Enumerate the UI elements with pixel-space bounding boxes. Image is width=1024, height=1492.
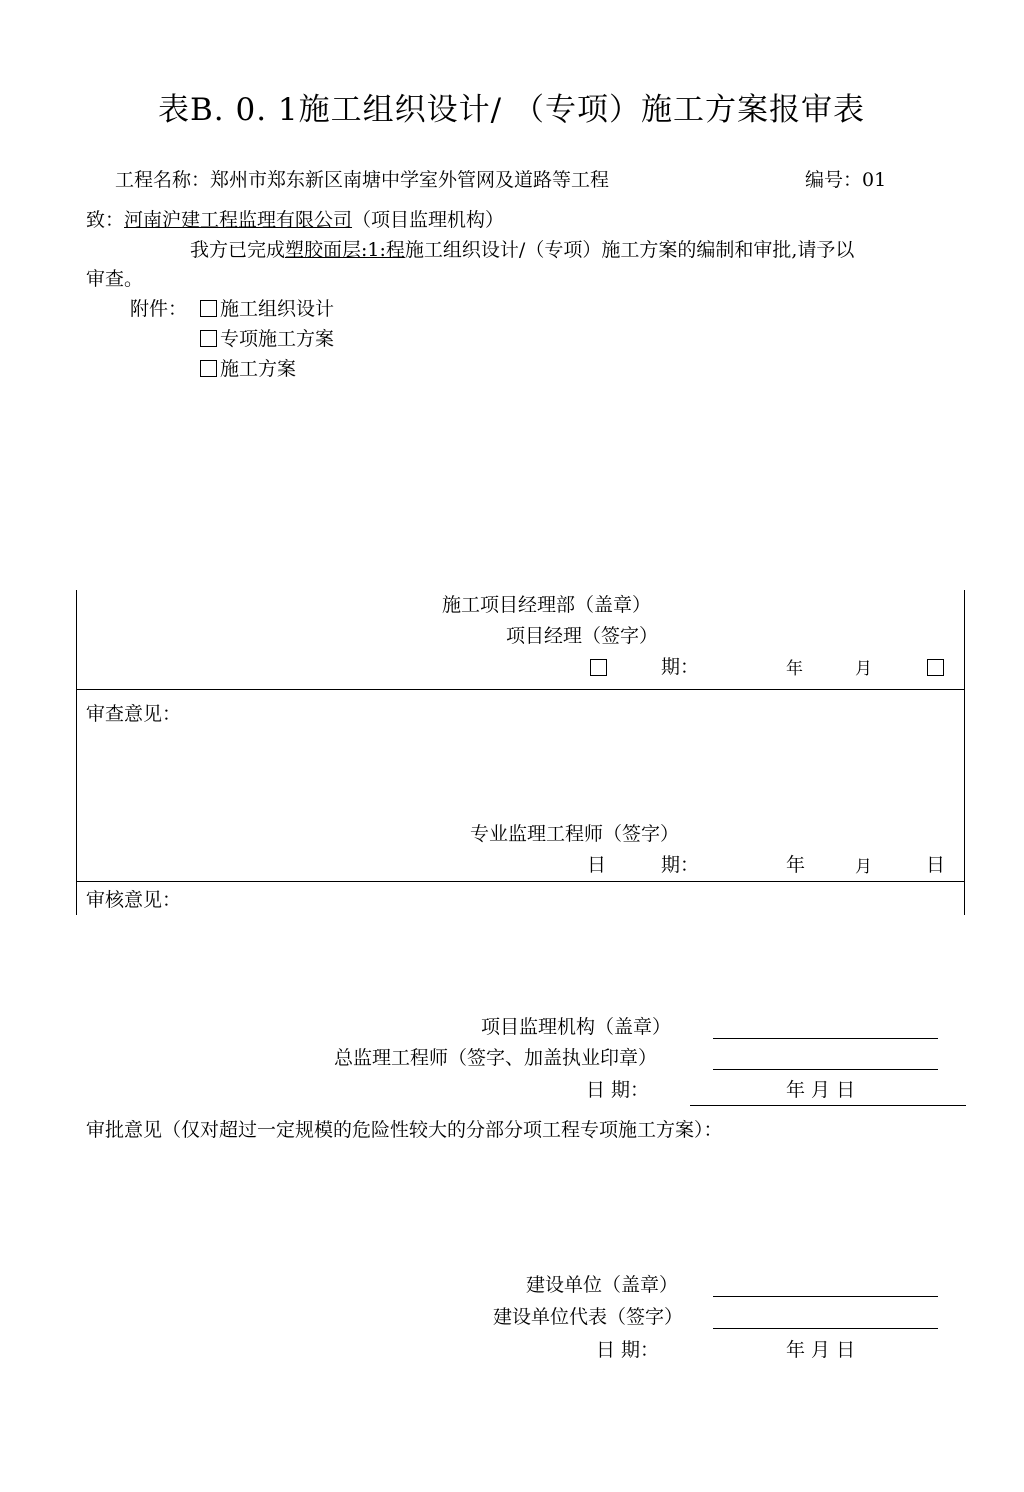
approval-date-ymd: 年 月 日 [786,1339,856,1361]
signature-line[interactable] [713,1279,938,1297]
body-text-underlined: 塑胶面层:1:程 [285,239,405,261]
contractor-date-label: 期： [661,656,700,678]
signature-line[interactable] [713,1021,938,1039]
review-label: 审查意见： [86,703,182,725]
review-day: 日 [926,854,946,876]
body-text-b: 施工组织设计/（专项）施工方案的编制和审批,请予以 [404,239,855,261]
attachment-item[interactable] [200,327,334,351]
table-divider [690,1105,966,1106]
audit-date-ymd: 年 月 日 [786,1079,856,1101]
review-date-label: 期： [661,854,700,876]
approval-unit: 建设单位（盖章） [526,1274,679,1296]
attachment-label: 施工方案 [220,358,297,380]
contractor-manager: 项目经理（签字） [506,625,659,647]
review-month: 月 [855,857,872,877]
number-row [805,168,886,192]
audit-date-label: 日 期： [586,1079,650,1101]
table-right-border [964,590,965,915]
table-divider [76,689,965,690]
table-divider [76,881,965,882]
checkbox-icon[interactable] [200,330,217,347]
body-line-2: 审查。 [86,268,144,290]
audit-chief: 总监理工程师（签字、加盖执业印章） [334,1047,658,1069]
project-name-row [115,168,609,192]
signature-line[interactable] [713,1311,938,1329]
attachments-label: 附件： [130,298,188,320]
square-icon [590,659,607,676]
body-text-a: 我方已完成 [190,239,286,261]
audit-org-row [481,1015,671,1039]
approval-rep: 建设单位代表（签字） [493,1306,684,1328]
table-left-border [76,590,77,915]
review-engineer: 专业监理工程师（签字） [470,823,680,845]
attachment-item[interactable] [200,357,296,381]
contractor-dept: 施工项目经理部（盖章） [442,594,652,616]
attachment-label: 施工组织设计 [220,298,335,320]
approval-date-label: 日 期： [596,1339,660,1361]
checkbox-icon[interactable] [200,360,217,377]
project-name: 郑州市郑东新区南塘中学室外管网及道路等工程 [210,169,610,191]
recipient-suffix: （项目监理机构） [352,209,505,231]
contractor-year: 年 [786,659,803,679]
project-label: 工程名称： [115,169,211,191]
audit-org: 项目监理机构（盖章） [481,1016,672,1038]
contractor-month: 月 [855,659,872,679]
signature-line[interactable] [713,1052,938,1070]
recipient-name: 河南沪建工程监理有限公司 [124,209,353,231]
number-value: 01 [862,169,887,191]
attachment-item[interactable] [200,297,334,321]
attachment-label: 专项施工方案 [220,328,335,350]
audit-label: 审核意见： [86,889,182,911]
recipient-row [86,208,504,232]
review-year: 年 [786,854,806,876]
number-label: 编号： [805,169,863,191]
approval-label: 审批意见（仅对超过一定规模的危险性较大的分部分项工程专项施工方案）： [86,1119,723,1141]
recipient-prefix: 致： [86,209,125,231]
page-title: 表B. 0. 1施工组织设计/ （专项）施工方案报审表 [158,92,865,128]
square-icon [927,659,944,676]
review-day-label: 日 [587,854,607,876]
body-line-1 [190,238,854,262]
checkbox-icon[interactable] [200,300,217,317]
